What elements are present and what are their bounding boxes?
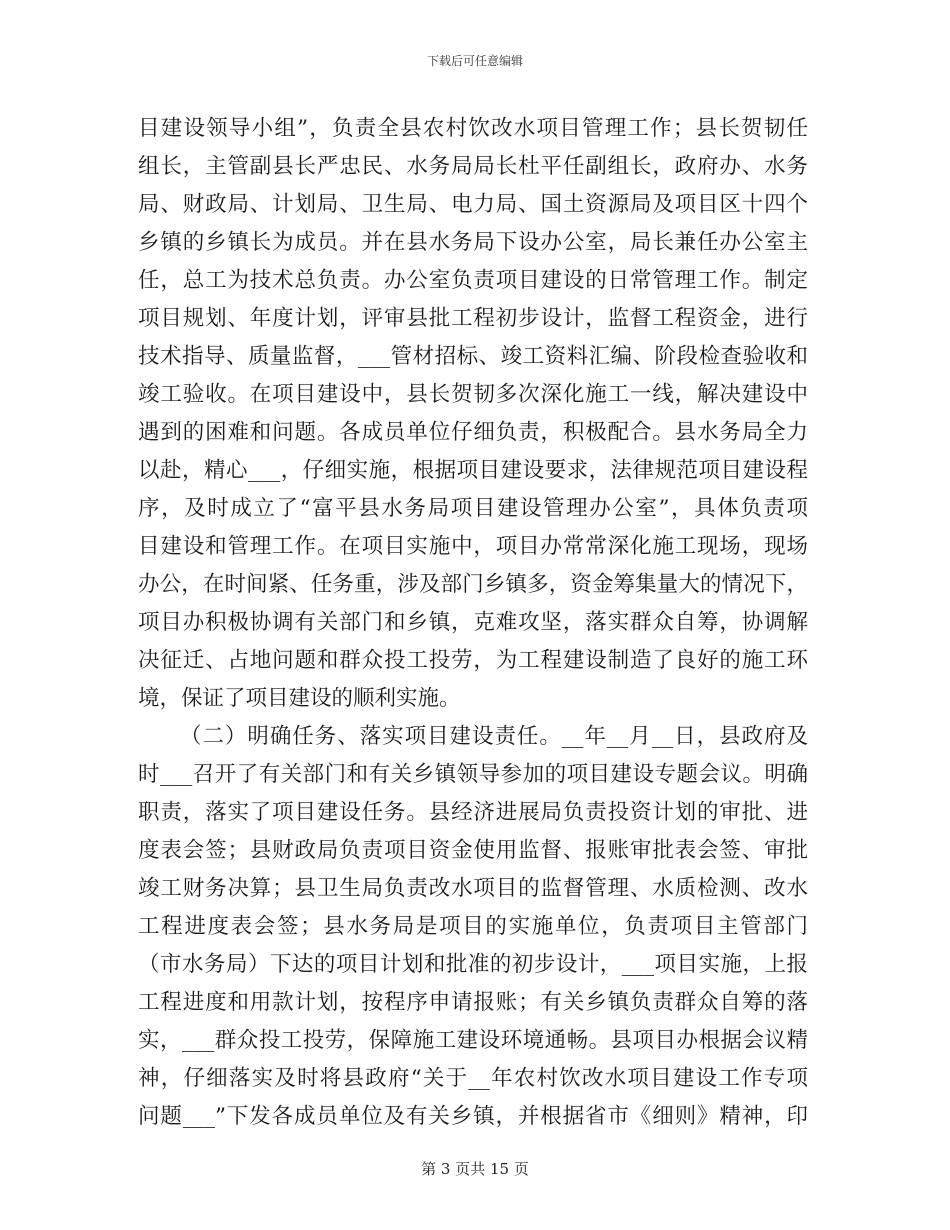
text-line: 技术指导、质量监督，___管材招标、竣工资料汇编、阶段检查验收和	[138, 344, 808, 369]
text-line: 竣工验收。在项目建设中，县长贺韧多次深化施工一线，解决建设中	[138, 382, 808, 407]
document-body	[138, 110, 808, 1136]
text-line: 遇到的困难和问题。各成员单位仔细负责，积极配合。县水务局全力	[138, 420, 808, 445]
text-line: 组长，主管副县长严忠民、水务局局长杜平任副组长，政府办、水务	[138, 154, 808, 179]
text-line: 境，保证了项目建设的顺利实施。	[138, 686, 461, 711]
text-line: 乡镇的乡镇长为成员。并在县水务局下设办公室，局长兼任办公室主	[138, 230, 808, 255]
text-line: 以赴，精心___，仔细实施，根据项目建设要求，法律规范项目建设程	[138, 458, 808, 483]
text-line: 项目规划、年度计划，评审县批工程初步设计，监督工程资金，进行	[138, 306, 808, 331]
text-line: 时___召开了有关部门和有关乡镇领导参加的项目建设专题会议。明确	[138, 762, 808, 787]
text-line: 工程进度和用款计划，按程序申请报账；有关乡镇负责群众自筹的落	[138, 990, 808, 1015]
text-line: 工程进度表会签；县水务局是项目的实施单位，负责项目主管部门	[138, 914, 808, 939]
text-line: 项目办积极协调有关部门和乡镇，克难攻坚，落实群众自筹，协调解	[138, 610, 808, 635]
text-line: 决征迁、占地问题和群众投工投劳，为工程建设制造了良好的施工环	[138, 648, 808, 673]
text-line: 局、财政局、计划局、卫生局、电力局、国土资源局及项目区十四个	[138, 192, 808, 217]
text-line: 序，及时成立了“富平县水务局项目建设管理办公室”，具体负责项	[138, 496, 808, 521]
text-line: 实，___群众投工投劳，保障施工建设环境通畅。县项目办根据会议精	[138, 1028, 808, 1053]
text-line: 问题___”下发各成员单位及有关乡镇，并根据省市《细则》精神，印	[138, 1104, 808, 1129]
text-line: （市水务局）下达的项目计划和批准的初步设计，___项目实施，上报	[138, 952, 808, 977]
text-line: 度表会签；县财政局负责项目资金使用监督、报账审批表会签、审批	[138, 838, 808, 863]
text-line: 办公，在时间紧、任务重，涉及部门乡镇多，资金筹集量大的情况下，	[138, 572, 808, 597]
text-line: 任，总工为技术总负责。办公室负责项目建设的日常管理工作。制定	[138, 268, 808, 293]
text-line: 职责，落实了项目建设任务。县经济进展局负责投资计划的审批、进	[138, 800, 808, 825]
text-line: 目建设领导小组”，负责全县农村饮改水项目管理工作；县长贺韧任	[138, 116, 808, 141]
page-number: 第 3 页共 15 页	[421, 1160, 529, 1178]
text-line: 目建设和管理工作。在项目实施中，项目办常常深化施工现场，现场	[138, 534, 808, 559]
text-line: 神，仔细落实及时将县政府“关于__年农村饮改水项目建设工作专项	[138, 1066, 808, 1091]
page-header-note: 下载后可任意编辑	[426, 54, 523, 68]
text-line: 竣工财务决算；县卫生局负责改水项目的监督管理、水质检测、改水	[138, 876, 808, 901]
paragraph-first-line: （二）明确任务、落实项目建设责任。__年__月__日，县政府及	[180, 724, 808, 749]
